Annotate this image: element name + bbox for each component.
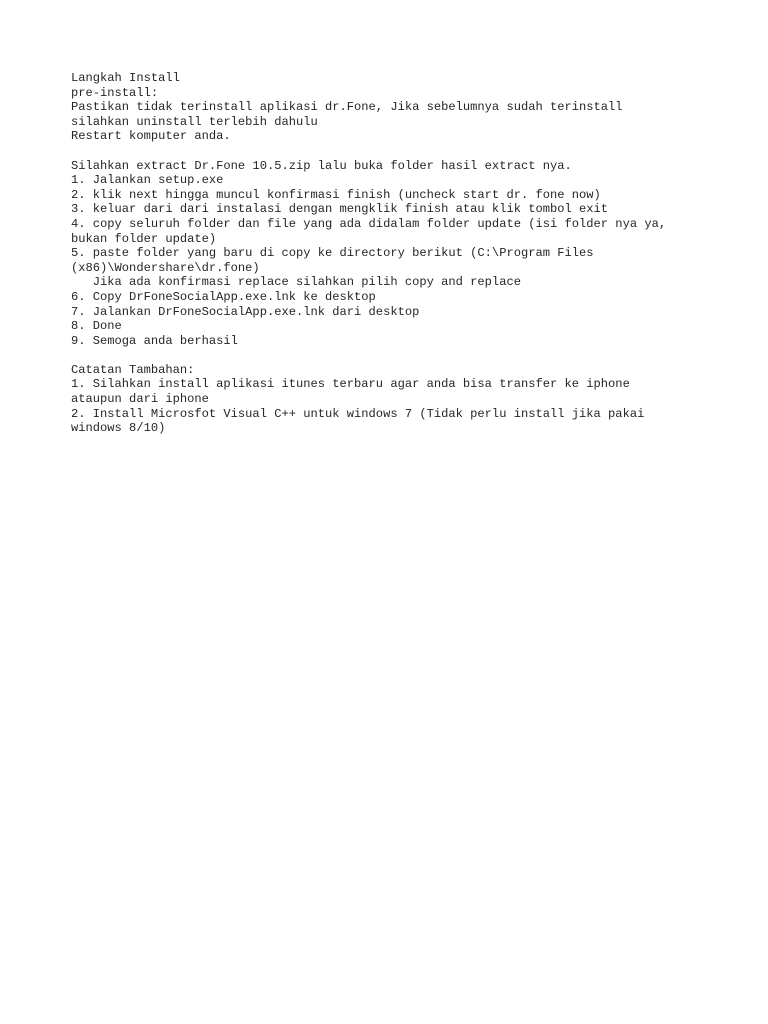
document-title: Langkah Install	[71, 71, 180, 85]
step-line: 3. keluar dari dari instalasi dengan mengklik finish atau klik tombol exit	[71, 202, 609, 217]
step-line: 4. copy seluruh folder dan file yang ada didalam folder update (isi folder nya ya,	[71, 216, 667, 231]
steps-intro: Silahkan extract Dr.Fone 10.5.zip lalu buka folder hasil extract nya.	[71, 158, 572, 173]
blank-line	[71, 348, 751, 363]
step-line: 6. Copy DrFoneSocialApp.exe.lnk ke desktop	[71, 289, 376, 304]
notes-heading: Catatan Tambahan:	[71, 362, 195, 377]
step-line: 2. klik next hingga muncul konfirmasi finish (uncheck start dr. fone now)	[71, 187, 601, 202]
step-line: 7. Jalankan DrFoneSocialApp.exe.lnk dari desktop	[71, 304, 420, 319]
step-line: (x86)\Wondershare\dr.fone)	[71, 260, 260, 275]
step-line: 5. paste folder yang baru di copy ke directory berikut (C:\Program Files	[71, 246, 594, 261]
step-line: 1. Jalankan setup.exe	[71, 173, 224, 188]
blank-line	[71, 144, 751, 159]
preinstall-line: Restart komputer anda.	[71, 129, 231, 144]
document-page	[71, 71, 751, 436]
preinstall-line: Pastikan tidak terinstall aplikasi dr.Fone, Jika sebelumnya sudah terinstall	[71, 100, 623, 115]
note-line: windows 8/10)	[71, 421, 166, 436]
note-line: ataupun dari iphone	[71, 392, 209, 407]
preinstall-heading: pre-install:	[71, 85, 159, 100]
note-line: 1. Silahkan install aplikasi itunes terbaru agar anda bisa transfer ke iphone	[71, 377, 630, 392]
step-line: bukan folder update)	[71, 231, 217, 246]
step-line: 8. Done	[71, 319, 122, 334]
preinstall-line: silahkan uninstall terlebih dahulu	[71, 114, 318, 129]
note-line: 2. Install Microsfot Visual C++ untuk windows 7 (Tidak perlu install jika pakai	[71, 406, 645, 421]
step-line: Jika ada konfirmasi replace silahkan pilih copy and replace	[71, 275, 521, 290]
step-line: 9. Semoga anda berhasil	[71, 333, 238, 348]
